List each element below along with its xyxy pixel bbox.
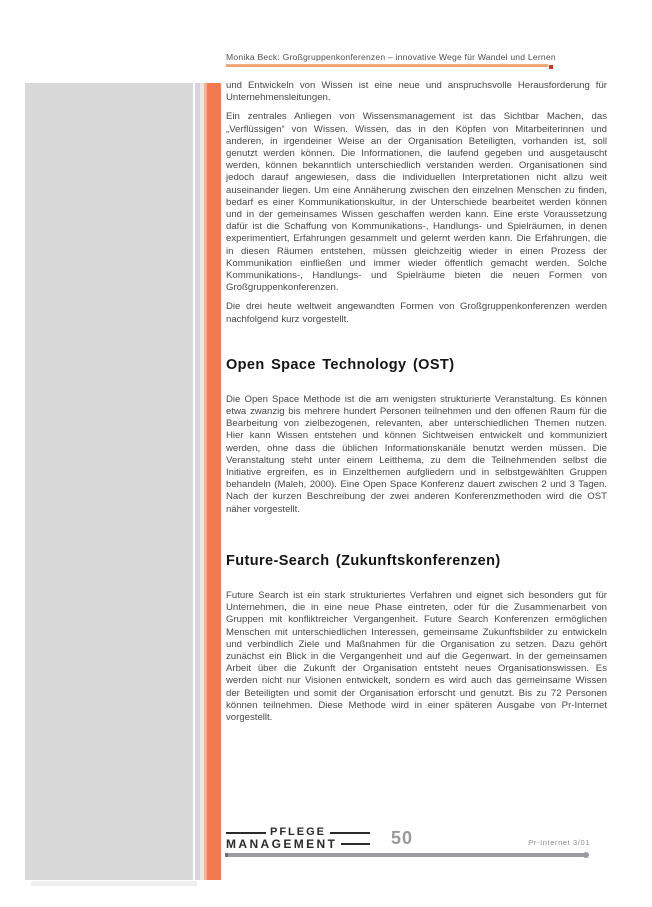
intro-paragraph-2: Ein zentrales Anliegen von Wissensmanagement ist das Sichtbar Machen, das „Verflüssigen“ von Wissen. Wissen, das in den Köpfen von Mitarbeiterinnen und anderen, in irgendeiner Weise an der Organisation Beteiligten, vorhanden ist, soll genutzt werden können. Die Informationen, die laufend gegeben und ausgetauscht werden, können bekanntlich unterschiedlich verstanden werden. Organisationen sind jedoch darauf angewiesen, dass die individuellen Interpretationen nicht allzu weit auseinander liegen. Um eine Annäherung zwischen den einzelnen Menschen zu finden, bedarf es einer Kommunikationskultur, in der Unterschiede bearbeitet werden können und in der gemeinsames Wissen geschaffen werden kann. Eine erste Voraussetzung dafür ist die Schaffung von Kommunikations-, Handlungs- und Spielräumen, in denen experimentiert, Erfahrungen gesammelt und gelernt werden kann. Die Erfahrungen, die in diesen Räumen entstehen, müssen gleichzeitig wieder in einen Prozess der Kommunikation einfließen und immer wieder öffentlich gemacht werden. Solche Kommunikations-, Handlungs- und Spielräume bieten die neuen Formen von Großgruppenkonferenzen. bbox=[226, 111, 607, 294]
footer-rule bbox=[226, 853, 586, 857]
section-heading-future-search: Future-Search (Zukunftskonferenzen) bbox=[226, 552, 501, 569]
margin-gray-shadow bbox=[31, 881, 197, 886]
logo-row-management bbox=[226, 838, 370, 850]
article-text-column bbox=[226, 80, 607, 731]
logo-rule-right bbox=[330, 832, 370, 834]
margin-gray-block bbox=[25, 83, 193, 880]
pflege-management-logo bbox=[226, 827, 370, 850]
running-head-rule bbox=[226, 64, 548, 67]
logo-word-management: MANAGEMENT bbox=[226, 837, 338, 851]
section-heading-open-space: Open Space Technology (OST) bbox=[226, 356, 455, 373]
intro-paragraph-3: Die drei heute weltweit angewandten Formen von Großgruppenkonferenzen werden nachfolgend kurz vorgestellt. bbox=[226, 301, 607, 325]
journal-issue: Pr-Internet 3/01 bbox=[528, 838, 590, 847]
page-footer bbox=[226, 827, 592, 867]
logo-rule-bottom bbox=[341, 843, 370, 845]
running-head-end-tick bbox=[549, 65, 553, 69]
intro-paragraph-1: und Entwickeln von Wissen ist eine neue und anspruchsvolle Herausforderung für Unternehmensleitungen. bbox=[226, 80, 607, 104]
section-paragraph-future-search: Future Search ist ein stark strukturiertes Verfahren und eignet sich besonders gut für Unternehmen, die in eine neue Phase eintreten, oder für die Zusammenarbeit von Gruppen mit konfliktreicher Vergangenheit. Future Search Konferenzen ermöglichen Menschen mit unterschiedlichen Interessen, gemeinsame Zukunftsbilder zu entwickeln und verbindlich Ziele und Maßnahmen für die Organisation zu setzen. Dazu gehört zunächst ein Blick in die Vergangenheit und auf die Gegenwart. In der gemeinsamen Arbeit über die Zukunft der Organisation entsteht neues Organisationswissen. Es werden nicht nur Visionen entwickelt, sondern es wird auch das gemeinsame Wissen der Beteiligten und somit der Organisation erforscht und genutzt. Bis zu 72 Personen können teilnehmen. Diese Methode wird in einer späteren Ausgabe von Pr-Internet vorgestellt. bbox=[226, 589, 607, 723]
footer-rule-end-dot bbox=[583, 852, 589, 858]
running-head-citation: Monika Beck: Großgruppenkonferenzen – innovative Wege für Wandel und Lernen bbox=[226, 52, 556, 62]
page-number: 50 bbox=[391, 828, 414, 848]
section-paragraph-open-space: Die Open Space Methode ist die am wenigsten strukturierte Veranstaltung. Es können etwa zwanzig bis mehrere hundert Personen teilnehmen und den offenen Raum für die Bearbeitung von zielbezogenen, relevanten, aber unterschiedlichen Themen nutzen. Hier kann Wissen entstehen und können Sichtweisen entwickelt und kommuniziert werden, ohne dass die üblichen Informationskanäle benutzt werden müssen. Die Veranstaltung steht unter einem Leitthema, zu dem die Teilnehmenden selbst die Initiative ergreifen, es in Einzelthemen aufgliedern und in selbstgewählten Gruppen behandeln (Maleh, 2000). Eine Open Space Konferenz dauert zwischen 2 und 3 Tagen. Nach der kurzen Beschreibung der zwei anderen Konferenzmethoden wird die OST näher vorgestellt. bbox=[226, 393, 607, 515]
logo-word-pflege: PFLEGE bbox=[270, 826, 327, 838]
footer-rule-left-cap bbox=[225, 853, 228, 857]
running-head bbox=[226, 52, 556, 67]
logo-rule-left bbox=[226, 832, 266, 834]
orange-accent-bar bbox=[207, 83, 221, 880]
